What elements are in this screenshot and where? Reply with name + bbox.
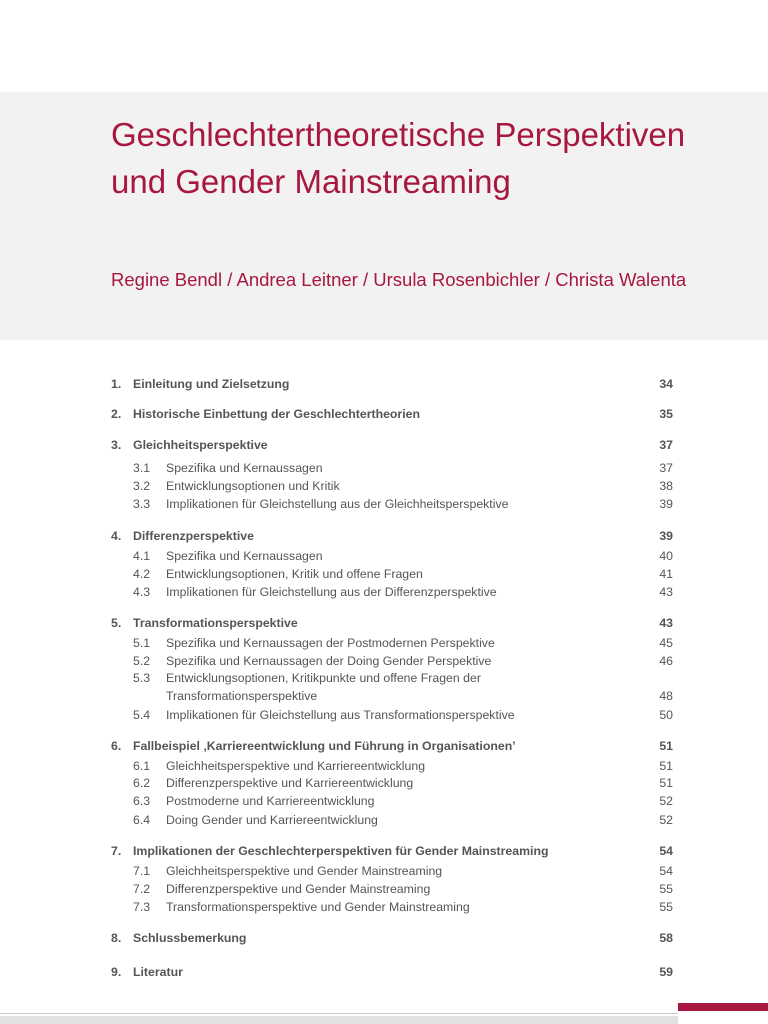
toc-entry-page: 59 [659,965,673,979]
toc-entry-label: Implikationen für Gleichstellung aus der Gleichheitsperspektive [166,497,509,511]
toc-entry-page: 51 [659,739,673,753]
toc-entry-label: Spezifika und Kernaussagen [166,549,323,563]
toc-entry-8[interactable] [111,929,675,947]
footer-bar [0,1016,678,1024]
toc-entry-label: Einleitung und Zielsetzung [133,377,290,391]
toc-entry-page: 55 [659,882,673,896]
toc-entry-label: Fallbeispiel ‚Karriereentwicklung und Führung in Organisationen’ [133,739,516,753]
chapter-title: Geschlechtertheoretische Perspektiven und Gender Mainstreaming [111,116,686,200]
toc-entry-5-4[interactable] [111,706,675,724]
toc-entry-4[interactable] [111,527,675,545]
toc-entry-label-continued: Transformationsperspektive [166,689,318,703]
toc-entry-page: 46 [659,654,673,668]
toc-entry-5-2[interactable] [111,652,675,670]
toc-entry-5-1[interactable] [111,634,675,652]
toc-entry-6-1[interactable] [111,757,675,775]
toc-entry-number: 4. [111,529,122,543]
toc-entry-page: 37 [659,438,673,452]
toc-entry-3-1[interactable] [111,459,675,477]
toc-entry-label: Implikationen der Geschlechterperspektiven für Gender Mainstreaming [133,844,549,858]
toc-entry-page: 54 [659,864,673,878]
toc-entry-label: Spezifika und Kernaussagen [166,461,323,475]
toc-entry-label: Entwicklungsoptionen, Kritikpunkte und offene Fragen der [166,671,481,685]
toc-entry-6-4[interactable] [111,811,675,829]
toc-entry-label: Spezifika und Kernaussagen der Postmodernen Perspektive [166,636,495,650]
toc-entry-page: 58 [659,931,673,945]
toc-entry-page: 45 [659,636,673,650]
toc-entry-number: 3.2 [133,479,151,493]
toc-entry-9[interactable] [111,963,675,981]
toc-entry-page: 43 [659,585,673,599]
footer-rule [0,1013,678,1014]
toc-entry-page: 34 [659,377,673,391]
toc-entry-page: 51 [659,759,673,773]
toc-entry-number: 7.2 [133,882,151,896]
toc-entry-number: 5. [111,616,122,630]
toc-entry-number: 8. [111,931,122,945]
toc-entry-number: 4.3 [133,585,151,599]
toc-entry-number: 3. [111,438,122,452]
toc-entry-number: 7. [111,844,122,858]
toc-entry-number: 1. [111,377,122,391]
toc-entry-page: 40 [659,549,673,563]
toc-entry-7[interactable] [111,842,675,860]
toc-entry-page: 51 [659,776,673,790]
chapter-authors: Regine Bendl / Andrea Leitner / Ursula Rosenbichler / Christa Walenta [111,269,687,290]
toc-entry-number: 5.1 [133,636,151,650]
toc-entry-page: 43 [659,616,673,630]
toc-entry-1[interactable] [111,375,675,393]
toc-entry-4-1[interactable] [111,547,675,565]
toc-entry-label: Gleichheitsperspektive [133,438,268,452]
toc-entry-number: 3.1 [133,461,151,475]
toc-entry-6-2[interactable] [111,774,675,792]
table-of-contents [111,0,675,1024]
toc-entry-label: Differenzperspektive und Gender Mainstreaming [166,882,431,896]
toc-entry-7-3[interactable] [111,898,675,916]
toc-entry-page: 37 [659,461,673,475]
toc-entry-number: 6. [111,739,122,753]
toc-entry-4-3[interactable] [111,583,675,601]
toc-entry-6-3[interactable] [111,792,675,810]
footer-accent-bar [678,1003,768,1011]
toc-entry-label: Transformationsperspektive und Gender Mainstreaming [166,900,470,914]
toc-entry-label: Gleichheitsperspektive und Karriereentwicklung [166,759,426,773]
toc-entry-label: Spezifika und Kernaussagen der Doing Gender Perspektive [166,654,492,668]
toc-entry-label: Schlussbemerkung [133,931,247,945]
toc-entry-number: 5.2 [133,654,151,668]
toc-entry-label: Differenzperspektive und Karriereentwicklung [166,776,414,790]
toc-entry-page: 48 [659,689,673,703]
toc-entry-4-2[interactable] [111,565,675,583]
toc-entry-page: 55 [659,900,673,914]
toc-entry-3-3[interactable] [111,495,675,513]
toc-entry-page: 38 [659,479,673,493]
toc-entry-number: 6.4 [133,813,151,827]
toc-entry-number: 5.4 [133,708,151,722]
toc-entry-label: Entwicklungsoptionen und Kritik [166,479,340,493]
toc-entry-label: Gleichheitsperspektive und Gender Mainstreaming [166,864,443,878]
toc-entry-page: 52 [659,813,673,827]
toc-entry-7-1[interactable] [111,862,675,880]
toc-entry-page: 39 [659,497,673,511]
toc-entry-page: 41 [659,567,673,581]
toc-entry-number: 2. [111,407,122,421]
toc-entry-7-2[interactable] [111,880,675,898]
toc-entry-label: Entwicklungsoptionen, Kritik und offene Fragen [166,567,423,581]
toc-entry-page: 54 [659,844,673,858]
toc-entry-number: 7.3 [133,900,151,914]
toc-entry-number: 3.3 [133,497,151,511]
toc-entry-number: 6.2 [133,776,151,790]
toc-entry-page: 52 [659,794,673,808]
toc-entry-2[interactable] [111,405,675,423]
toc-entry-number: 4.1 [133,549,151,563]
toc-entry-page: 39 [659,529,673,543]
toc-entry-3[interactable] [111,436,675,454]
toc-entry-number: 6.1 [133,759,151,773]
toc-entry-number: 6.3 [133,794,151,808]
toc-entry-label: Historische Einbettung der Geschlechtertheorien [133,407,420,421]
toc-entry-5-3-continued[interactable] [111,687,675,705]
toc-entry-3-2[interactable] [111,477,675,495]
toc-entry-5-3[interactable] [111,669,675,687]
toc-entry-number: 9. [111,965,122,979]
toc-entry-label: Postmoderne und Karriereentwicklung [166,794,375,808]
toc-entry-page: 35 [659,407,673,421]
toc-entry-label: Differenzperspektive [133,529,254,543]
toc-entry-page: 50 [659,708,673,722]
toc-entry-number: 7.1 [133,864,151,878]
toc-entry-label: Implikationen für Gleichstellung aus Transformationsperspektive [166,708,515,722]
toc-entry-label: Transformationsperspektive [133,616,298,630]
toc-entry-label: Implikationen für Gleichstellung aus der Differenzperspektive [166,585,497,599]
toc-entry-number: 4.2 [133,567,151,581]
toc-entry-label: Literatur [133,965,183,979]
toc-entry-6[interactable] [111,737,675,755]
toc-entry-label: Doing Gender und Karriereentwicklung [166,813,378,827]
toc-entry-5[interactable] [111,614,675,632]
toc-entry-number: 5.3 [133,671,151,685]
